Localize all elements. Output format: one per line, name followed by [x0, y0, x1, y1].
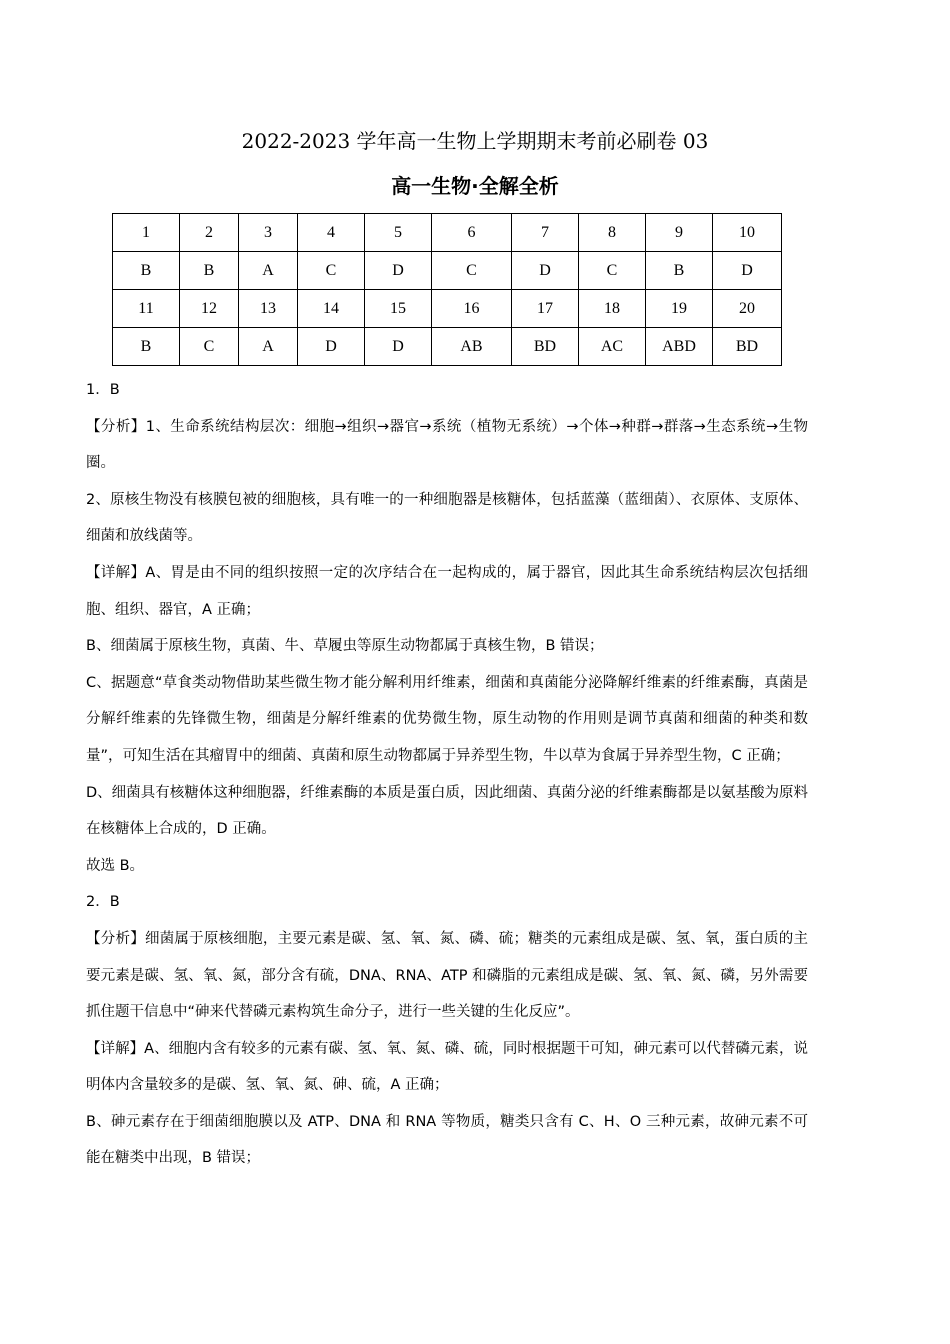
- answer-cell: A: [239, 328, 298, 366]
- paragraph: D、细菌具有核糖体这种细胞器，纤维素酶的本质是蛋白质，因此细菌、真菌分泌的纤维素酶都是以氨基酸为原料在核糖体上合成的，D 正确。: [86, 784, 808, 838]
- answer-cell: B: [646, 252, 713, 290]
- solution-text: [86, 372, 808, 1177]
- question-number-cell: 5: [365, 214, 432, 252]
- question-number-cell: 7: [512, 214, 579, 252]
- answer-cell: D: [365, 328, 432, 366]
- question-number-cell: 20: [713, 290, 782, 328]
- question-number-row: [113, 290, 782, 328]
- answer-cell: C: [432, 252, 512, 290]
- paragraph: B、砷元素存在于细菌细胞膜以及 ATP、DNA 和 RNA 等物质，糖类只含有 C、H、O 三种元素，故砷元素不可能在糖类中出现，B 错误；: [86, 1113, 808, 1167]
- paragraph: C、据题意“草食类动物借助某些微生物才能分解利用纤维素，细菌和真菌能分泌降解纤维素的纤维素酶，真菌是分解纤维素的先锋微生物，细菌是分解纤维素的优势微生物，原生动物的作用则是调节真菌和细菌的种类和数量”，可知生活在其瘤胃中的细菌、真菌和原生动物都属于异养型生物，牛以草为食属于异养型生物，C 正确；: [86, 674, 808, 764]
- paragraph: 2．B: [86, 894, 120, 911]
- answer-cell: C: [298, 252, 365, 290]
- answer-cell: BD: [713, 328, 782, 366]
- answer-cell: B: [113, 328, 180, 366]
- question-number-cell: 18: [579, 290, 646, 328]
- paragraph: 【详解】A、细胞内含有较多的元素有碳、氢、氧、氮、磷、硫，同时根据题干可知，砷元素可以代替磷元素，说明体内含量较多的是碳、氢、氧、氮、砷、硫，A 正确；: [86, 1040, 808, 1094]
- answer-table-body: [113, 214, 782, 366]
- question-number-cell: 19: [646, 290, 713, 328]
- question-number-cell: 17: [512, 290, 579, 328]
- answer-cell: ABD: [646, 328, 713, 366]
- answer-cell: D: [512, 252, 579, 290]
- answer-row: [113, 252, 782, 290]
- question-number-cell: 2: [180, 214, 239, 252]
- paragraph: B、细菌属于原核生物，真菌、牛、草履虫等原生动物都属于真核生物，B 错误；: [86, 638, 604, 655]
- answer-table: [112, 213, 782, 366]
- document-title: 2022-2023 学年高一生物上学期期末考前必刷卷 03: [241, 129, 709, 153]
- question-number-cell: 10: [713, 214, 782, 252]
- question-number-cell: 9: [646, 214, 713, 252]
- answer-cell: AC: [579, 328, 646, 366]
- question-number-cell: 12: [180, 290, 239, 328]
- paragraph: 故选 B。: [86, 857, 145, 874]
- answer-cell: B: [180, 252, 239, 290]
- answer-cell: A: [239, 252, 298, 290]
- paragraph: 【分析】细菌属于原核细胞，主要元素是碳、氢、氧、氮、磷、硫；糖类的元素组成是碳、氢、氧，蛋白质的主要元素是碳、氢、氧、氮，部分含有硫，DNA、RNA、ATP 和磷脂的元素组成是碳、氢、氧、氮、磷，另外需要抓住题干信息中“砷来代替磷元素构筑生命分子，进行一些关键的生化反应”。: [86, 930, 808, 1021]
- answer-cell: D: [298, 328, 365, 366]
- question-number-cell: 11: [113, 290, 180, 328]
- question-number-cell: 6: [432, 214, 512, 252]
- answer-cell: B: [113, 252, 180, 290]
- answer-row: [113, 328, 782, 366]
- document-subtitle: 高一生物·全解全析: [391, 174, 559, 198]
- answer-cell: C: [180, 328, 239, 366]
- paragraph: 【详解】A、胃是由不同的组织按照一定的次序结合在一起构成的，属于器官，因此其生命系统结构层次包括细胞、组织、器官，A 正确；: [86, 564, 808, 618]
- answer-cell: C: [579, 252, 646, 290]
- question-number-row: [113, 214, 782, 252]
- paragraph: 1．B: [86, 382, 120, 398]
- question-number-cell: 1: [113, 214, 180, 252]
- paragraph: 【分析】1、生命系统结构层次：细胞→组织→器官→系统（植物无系统）→个体→种群→群落→生态系统→生物圈。: [86, 418, 808, 472]
- question-number-cell: 4: [298, 214, 365, 252]
- question-number-cell: 13: [239, 290, 298, 328]
- question-number-cell: 15: [365, 290, 432, 328]
- answer-cell: AB: [432, 328, 512, 366]
- answer-cell: D: [365, 252, 432, 290]
- paragraph: 2、原核生物没有核膜包被的细胞核，具有唯一的一种细胞器是核糖体，包括蓝藻（蓝细菌）、衣原体、支原体、细菌和放线菌等。: [86, 491, 808, 545]
- answer-cell: D: [713, 252, 782, 290]
- question-number-cell: 14: [298, 290, 365, 328]
- question-number-cell: 3: [239, 214, 298, 252]
- question-number-cell: 16: [432, 290, 512, 328]
- question-number-cell: 8: [579, 214, 646, 252]
- answer-cell: BD: [512, 328, 579, 366]
